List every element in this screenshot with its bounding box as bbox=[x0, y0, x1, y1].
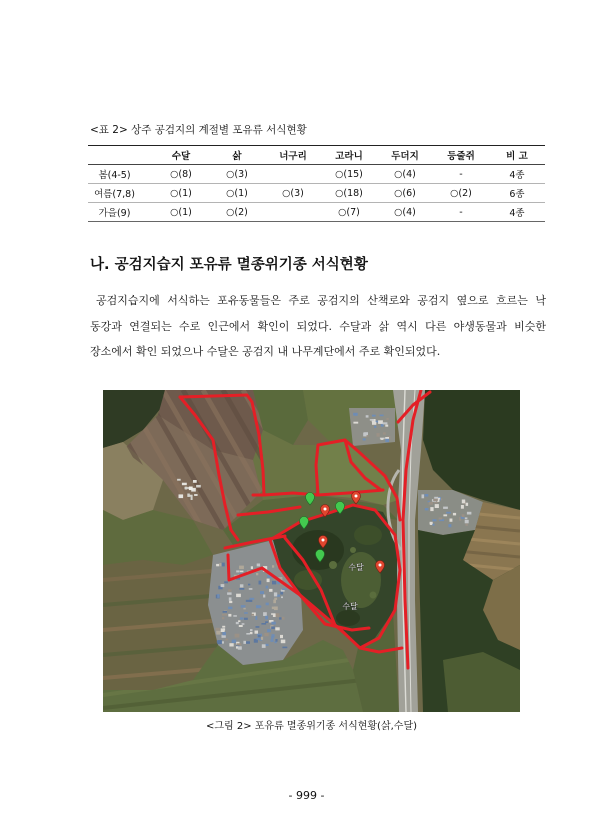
building-rooftop bbox=[225, 639, 228, 641]
building-rooftop bbox=[227, 592, 232, 594]
paragraph-line: 장소에서 확인 되었으나 수달은 공검지 내 나무계단에서 주로 확인되었다. bbox=[90, 345, 441, 358]
paragraph-line: 공검지습지에 서식하는 포유동물들은 주로 공검지의 산책로와 공검지 옆으로 흐르는 낙 bbox=[96, 294, 546, 307]
header-otter: 수달 bbox=[171, 151, 191, 162]
wetland-texture bbox=[329, 561, 337, 569]
table-cell: ○(3) bbox=[226, 168, 248, 180]
building-rooftop bbox=[251, 614, 254, 616]
building-rooftop bbox=[267, 579, 270, 583]
building-rooftop bbox=[462, 514, 465, 517]
building-rooftop bbox=[261, 637, 263, 640]
table-cell: ○(2) bbox=[450, 187, 472, 199]
satellite-map-svg bbox=[103, 390, 520, 712]
building-rooftop bbox=[372, 415, 376, 417]
building-rooftop bbox=[193, 480, 197, 483]
building-rooftop bbox=[238, 620, 240, 622]
building-rooftop bbox=[216, 564, 219, 566]
building-rooftop bbox=[223, 611, 227, 613]
marker-dot bbox=[355, 495, 358, 498]
table-cell: ○(7) bbox=[338, 206, 360, 218]
table-cell: ○(3) bbox=[282, 187, 304, 199]
building-rooftop bbox=[274, 607, 278, 611]
building-rooftop bbox=[224, 581, 228, 583]
building-rooftop bbox=[353, 422, 358, 424]
building-rooftop bbox=[242, 623, 245, 625]
building-rooftop bbox=[450, 519, 453, 522]
season-label: 여름(7,8) bbox=[94, 189, 135, 200]
building-rooftop bbox=[217, 594, 219, 598]
table-row bbox=[88, 203, 545, 222]
building-rooftop bbox=[191, 496, 193, 500]
map-label-otter: 수달 bbox=[348, 563, 364, 572]
building-rooftop bbox=[257, 638, 261, 640]
building-rooftop bbox=[229, 597, 232, 600]
table-row bbox=[88, 184, 545, 203]
building-rooftop bbox=[189, 487, 193, 491]
building-rooftop bbox=[383, 432, 386, 434]
building-rooftop bbox=[256, 626, 260, 628]
table-cell: 4종 bbox=[509, 208, 525, 219]
building-rooftop bbox=[185, 487, 190, 489]
building-rooftop bbox=[251, 566, 253, 569]
marker-dot bbox=[324, 508, 327, 511]
building-rooftop bbox=[235, 634, 240, 638]
table-cell bbox=[265, 165, 321, 184]
table-cell: - bbox=[459, 206, 463, 218]
building-rooftop bbox=[275, 639, 277, 642]
building-rooftop bbox=[448, 524, 451, 527]
header-mole: 두더지 bbox=[391, 151, 419, 162]
building-rooftop bbox=[236, 594, 241, 597]
building-rooftop bbox=[221, 584, 225, 587]
building-rooftop bbox=[433, 499, 438, 501]
building-rooftop bbox=[443, 514, 447, 516]
table-cell: 6종 bbox=[509, 189, 525, 200]
building-rooftop bbox=[385, 425, 388, 427]
table-cell: 4종 bbox=[509, 170, 525, 181]
building-rooftop bbox=[233, 615, 237, 617]
building-rooftop bbox=[265, 621, 268, 623]
building-rooftop bbox=[258, 635, 261, 637]
building-rooftop bbox=[194, 494, 198, 496]
building-rooftop bbox=[430, 507, 433, 511]
building-rooftop bbox=[465, 520, 469, 524]
building-rooftop bbox=[385, 439, 389, 442]
building-rooftop bbox=[381, 438, 384, 440]
building-rooftop bbox=[196, 485, 201, 488]
table-cell: - bbox=[459, 168, 463, 180]
building-rooftop bbox=[177, 479, 181, 481]
header-raccoon-dog: 너구리 bbox=[279, 151, 307, 162]
building-rooftop bbox=[228, 589, 231, 591]
building-rooftop bbox=[256, 573, 258, 575]
building-rooftop bbox=[282, 588, 287, 590]
building-rooftop bbox=[222, 617, 224, 619]
building-rooftop bbox=[246, 641, 250, 644]
building-rooftop bbox=[380, 415, 384, 417]
building-rooftop bbox=[429, 502, 433, 505]
building-rooftop bbox=[281, 617, 284, 620]
building-rooftop bbox=[219, 563, 222, 566]
map-label-otter: 수달 bbox=[342, 602, 358, 611]
building-rooftop bbox=[271, 636, 274, 639]
marker-dot bbox=[322, 539, 325, 542]
wetland-texture bbox=[350, 547, 356, 553]
building-rooftop bbox=[239, 625, 243, 627]
building-rooftop bbox=[237, 643, 242, 645]
header-remarks: 비 고 bbox=[506, 151, 528, 162]
building-rooftop bbox=[229, 601, 232, 603]
header-field-mouse: 등줄쥐 bbox=[447, 151, 475, 162]
table-cell: ○(15) bbox=[335, 168, 363, 180]
table-row bbox=[88, 165, 545, 184]
table-cell: ○(1) bbox=[226, 187, 248, 199]
building-rooftop bbox=[257, 564, 260, 567]
table-cell: ○(4) bbox=[394, 206, 416, 218]
building-rooftop bbox=[273, 600, 276, 604]
habitat-table bbox=[88, 145, 545, 222]
building-rooftop bbox=[465, 517, 468, 519]
table-cell: ○(8) bbox=[170, 168, 192, 180]
table-cell: ○(1) bbox=[170, 187, 192, 199]
table-caption: <표 2> 상주 공검지의 계절별 포유류 서식현황 bbox=[90, 124, 307, 136]
building-rooftop bbox=[236, 622, 239, 624]
building-rooftop bbox=[354, 414, 357, 416]
building-rooftop bbox=[188, 495, 193, 497]
building-rooftop bbox=[467, 512, 472, 515]
building-rooftop bbox=[377, 433, 380, 437]
table-cell bbox=[265, 203, 321, 222]
building-rooftop bbox=[244, 612, 248, 614]
building-rooftop bbox=[246, 600, 250, 602]
building-rooftop bbox=[239, 566, 244, 570]
table-cell: ○(18) bbox=[335, 187, 363, 199]
building-rooftop bbox=[256, 605, 261, 608]
building-rooftop bbox=[271, 626, 275, 629]
building-rooftop bbox=[262, 644, 266, 648]
building-rooftop bbox=[263, 595, 265, 598]
building-rooftop bbox=[446, 512, 451, 514]
building-rooftop bbox=[270, 639, 273, 642]
building-rooftop bbox=[261, 623, 266, 625]
building-rooftop bbox=[453, 513, 456, 516]
building-rooftop bbox=[217, 641, 220, 643]
building-rooftop bbox=[238, 646, 242, 649]
building-rooftop bbox=[239, 588, 244, 590]
paragraph-line: 동강과 연결되는 수로 인근에서 확인이 되었다. 수달과 삵 역시 다른 야생동물과 비슷한 bbox=[90, 320, 546, 333]
building-rooftop bbox=[243, 608, 245, 610]
building-rooftop bbox=[244, 618, 248, 620]
building-rooftop bbox=[430, 522, 433, 524]
building-rooftop bbox=[363, 438, 366, 440]
header-blank-cell bbox=[88, 146, 153, 165]
building-rooftop bbox=[269, 589, 272, 592]
building-rooftop bbox=[228, 614, 231, 617]
building-rooftop bbox=[363, 433, 366, 437]
table-cell: ○(2) bbox=[226, 206, 248, 218]
building-rooftop bbox=[179, 494, 184, 498]
building-rooftop bbox=[466, 503, 469, 506]
page-number: - 999 - bbox=[288, 789, 325, 802]
building-rooftop bbox=[271, 622, 275, 625]
building-rooftop bbox=[250, 632, 253, 634]
building-rooftop bbox=[265, 616, 268, 620]
table-cell: ○(4) bbox=[394, 168, 416, 180]
building-rooftop bbox=[232, 640, 237, 643]
building-rooftop bbox=[272, 581, 276, 585]
building-rooftop bbox=[272, 607, 275, 610]
building-rooftop bbox=[372, 422, 376, 425]
building-rooftop bbox=[439, 518, 443, 520]
building-rooftop bbox=[274, 598, 277, 600]
wetland-texture bbox=[370, 592, 377, 599]
building-rooftop bbox=[248, 584, 250, 586]
building-rooftop bbox=[263, 612, 267, 616]
building-rooftop bbox=[422, 494, 425, 498]
building-rooftop bbox=[255, 616, 257, 620]
building-rooftop bbox=[378, 420, 383, 424]
building-rooftop bbox=[465, 524, 468, 526]
wetland-reed-patch bbox=[336, 610, 360, 626]
building-rooftop bbox=[425, 494, 429, 497]
building-rooftop bbox=[246, 633, 250, 635]
building-rooftop bbox=[266, 586, 269, 589]
building-rooftop bbox=[243, 641, 246, 644]
building-rooftop bbox=[260, 591, 264, 594]
building-rooftop bbox=[433, 519, 437, 521]
building-rooftop bbox=[281, 596, 283, 598]
table-header-row bbox=[88, 146, 545, 165]
building-rooftop bbox=[249, 588, 253, 590]
building-rooftop bbox=[259, 581, 262, 585]
building-rooftop bbox=[216, 631, 220, 635]
season-label: 봄(4-5) bbox=[98, 170, 131, 181]
building-rooftop bbox=[443, 507, 448, 509]
building-rooftop bbox=[370, 419, 374, 421]
building-rooftop bbox=[250, 629, 253, 631]
building-rooftop bbox=[255, 631, 259, 634]
building-rooftop bbox=[282, 647, 287, 649]
building-rooftop bbox=[241, 605, 246, 608]
building-rooftop bbox=[240, 584, 244, 587]
building-rooftop bbox=[280, 635, 283, 638]
building-rooftop bbox=[281, 640, 286, 644]
section-heading: 나. 공검지습지 포유류 멸종위기종 서식현황 bbox=[90, 257, 368, 273]
building-rooftop bbox=[279, 617, 282, 619]
building-rooftop bbox=[461, 505, 464, 509]
building-rooftop bbox=[222, 632, 226, 635]
satellite-map-figure bbox=[103, 390, 520, 712]
building-rooftop bbox=[229, 643, 233, 646]
building-rooftop bbox=[267, 629, 271, 632]
building-rooftop bbox=[182, 483, 187, 486]
season-label: 가을(9) bbox=[98, 208, 131, 219]
building-rooftop bbox=[221, 628, 225, 632]
building-rooftop bbox=[250, 598, 255, 600]
figure-caption: <그림 2> 포유류 멸종위기종 서식현황(삵,수달) bbox=[205, 721, 418, 732]
building-rooftop bbox=[366, 415, 369, 417]
building-rooftop bbox=[228, 607, 232, 610]
building-rooftop bbox=[275, 627, 279, 630]
building-rooftop bbox=[215, 628, 220, 631]
building-rooftop bbox=[240, 571, 244, 573]
building-rooftop bbox=[434, 502, 438, 504]
building-rooftop bbox=[276, 613, 280, 617]
building-rooftop bbox=[222, 563, 225, 567]
table-cell: ○(6) bbox=[394, 187, 416, 199]
building-rooftop bbox=[274, 592, 277, 596]
building-rooftop bbox=[272, 565, 274, 568]
table-cell: ○(1) bbox=[170, 206, 192, 218]
building-rooftop bbox=[271, 613, 275, 615]
wetland-reed-patch bbox=[341, 552, 381, 608]
building-rooftop bbox=[433, 524, 435, 526]
building-rooftop bbox=[425, 508, 429, 510]
header-water-deer: 고라니 bbox=[335, 151, 363, 162]
building-rooftop bbox=[222, 614, 227, 616]
building-rooftop bbox=[387, 418, 389, 420]
building-rooftop bbox=[266, 603, 269, 606]
building-rooftop bbox=[236, 570, 239, 572]
building-rooftop bbox=[374, 426, 376, 428]
building-rooftop bbox=[383, 422, 388, 424]
building-rooftop bbox=[435, 504, 439, 508]
header-leopard-cat: 삵 bbox=[232, 151, 242, 162]
building-rooftop bbox=[264, 633, 268, 636]
building-rooftop bbox=[222, 626, 225, 628]
building-rooftop bbox=[462, 500, 465, 504]
marker-dot bbox=[379, 564, 382, 567]
building-rooftop bbox=[240, 617, 244, 619]
wetland-reed-patch bbox=[354, 525, 382, 545]
